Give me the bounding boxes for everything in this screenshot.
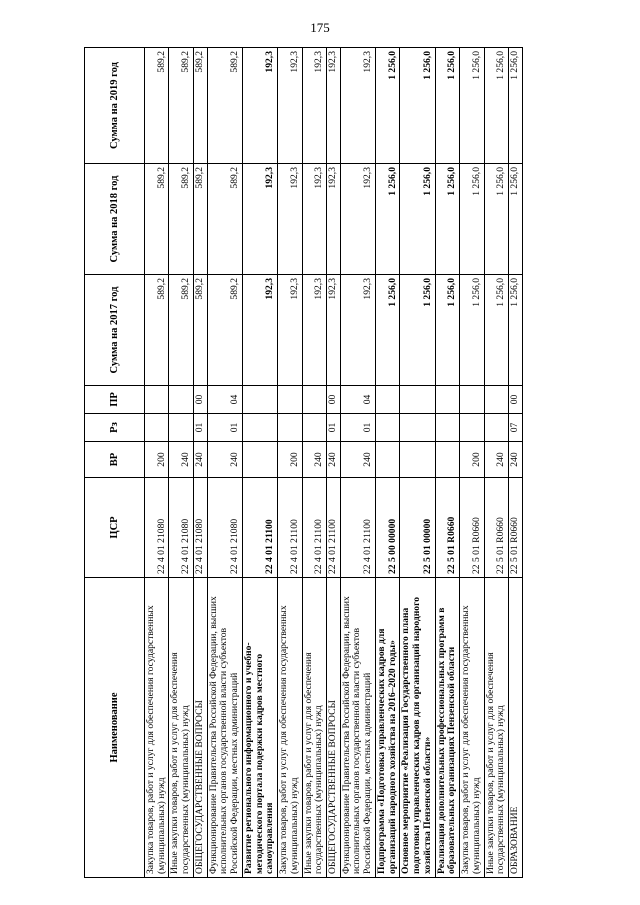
cell-2019: 192,3	[242, 48, 277, 164]
cell-rz: 01	[327, 414, 341, 442]
cell-2018: 1 256,0	[484, 164, 508, 275]
table-row	[460, 48, 484, 878]
cell-vr: 200	[460, 442, 484, 478]
cell-csr: 22 4 01 21080	[193, 478, 207, 578]
cell-2017: 1 256,0	[484, 275, 508, 386]
cell-pr	[302, 386, 326, 414]
cell-name: ОБРАЗОВАНИЕ	[509, 578, 523, 878]
cell-rz: 01	[207, 414, 242, 442]
cell-2019: 192,3	[327, 48, 341, 164]
cell-2018: 1 256,0	[509, 164, 523, 275]
cell-vr: 240	[302, 442, 326, 478]
cell-pr: 00	[327, 386, 341, 414]
cell-2019: 589,2	[145, 48, 169, 164]
cell-2017: 192,3	[327, 275, 341, 386]
cell-name: Подпрограмма «Подготовка управленческих кадров для организаций народного хозяйства на 2016–2020 годы»	[375, 578, 399, 878]
table-row	[278, 48, 302, 878]
cell-2018: 192,3	[302, 164, 326, 275]
cell-name: ОБЩЕГОСУДАРСТВЕННЫЕ ВОПРОСЫ	[327, 578, 341, 878]
cell-2018: 192,3	[340, 164, 375, 275]
cell-name: Иные закупки товаров, работ и услуг для обеспечения государственных (муниципальных) нужд	[169, 578, 193, 878]
table-row	[375, 48, 399, 878]
cell-2019: 192,3	[302, 48, 326, 164]
cell-rz	[169, 414, 193, 442]
cell-name: Иные закупки товаров, работ и услуг для обеспечения государственных (муниципальных) нужд	[302, 578, 326, 878]
cell-rz	[435, 414, 459, 442]
header-pr: ПР	[85, 386, 145, 414]
cell-csr: 22 5 00 00000	[375, 478, 399, 578]
cell-2018: 1 256,0	[435, 164, 459, 275]
cell-2018: 192,3	[278, 164, 302, 275]
header-2019: Сумма на 2019 год	[85, 48, 145, 164]
cell-2017: 589,2	[207, 275, 242, 386]
cell-2019: 1 256,0	[400, 48, 435, 164]
cell-csr: 22 4 01 21080	[169, 478, 193, 578]
header-vr: ВР	[85, 442, 145, 478]
cell-csr: 22 5 01 00000	[400, 478, 435, 578]
cell-pr	[460, 386, 484, 414]
cell-rz	[145, 414, 169, 442]
cell-vr: 200	[278, 442, 302, 478]
cell-2017: 1 256,0	[375, 275, 399, 386]
cell-vr: 240	[340, 442, 375, 478]
cell-vr: 240	[193, 442, 207, 478]
rotated-page-content	[84, 48, 584, 878]
cell-2017: 589,2	[145, 275, 169, 386]
cell-pr: 04	[207, 386, 242, 414]
cell-csr: 22 5 01 R0660	[509, 478, 523, 578]
cell-pr	[242, 386, 277, 414]
cell-2017: 589,2	[169, 275, 193, 386]
cell-vr: 240	[509, 442, 523, 478]
budget-table	[84, 47, 523, 878]
cell-name: ОБЩЕГОСУДАРСТВЕННЫЕ ВОПРОСЫ	[193, 578, 207, 878]
cell-2018: 589,2	[207, 164, 242, 275]
cell-2019: 1 256,0	[435, 48, 459, 164]
cell-csr: 22 4 01 21100	[302, 478, 326, 578]
cell-vr: 240	[327, 442, 341, 478]
cell-pr	[375, 386, 399, 414]
cell-rz: 07	[509, 414, 523, 442]
cell-2018: 192,3	[327, 164, 341, 275]
table-row	[302, 48, 326, 878]
page-number: 175	[310, 20, 330, 35]
cell-csr: 22 4 01 21100	[340, 478, 375, 578]
cell-pr	[484, 386, 508, 414]
table-row	[400, 48, 435, 878]
cell-2019: 1 256,0	[509, 48, 523, 164]
cell-pr	[278, 386, 302, 414]
cell-csr: 22 5 01 R0660	[435, 478, 459, 578]
cell-2017: 192,3	[302, 275, 326, 386]
cell-name: Основное мероприятие «Реализация Государственного плана подготовки управленческих кадров для организаций народного хозяйства Пензенской области»	[400, 578, 435, 878]
cell-2018: 1 256,0	[400, 164, 435, 275]
table-row	[509, 48, 523, 878]
cell-pr: 00	[193, 386, 207, 414]
table-row	[169, 48, 193, 878]
cell-vr	[435, 442, 459, 478]
cell-vr: 240	[484, 442, 508, 478]
cell-name: Закупка товаров, работ и услуг для обеспечения государственных (муниципальных) нужд	[278, 578, 302, 878]
table-row	[145, 48, 169, 878]
cell-name: Функционирование Правительства Российской Федерации, высших исполнительных органов государственной власти субъектов Российской Федерации, местных администраций	[207, 578, 242, 878]
table-body	[145, 48, 523, 878]
cell-csr: 22 4 01 21100	[327, 478, 341, 578]
cell-2017: 589,2	[193, 275, 207, 386]
cell-2019: 589,2	[169, 48, 193, 164]
cell-2019: 1 256,0	[375, 48, 399, 164]
table-row	[484, 48, 508, 878]
cell-pr: 04	[340, 386, 375, 414]
header-2017: Сумма на 2017 год	[85, 275, 145, 386]
cell-pr	[400, 386, 435, 414]
cell-pr: 00	[509, 386, 523, 414]
header-name: Наименование	[85, 578, 145, 878]
cell-vr	[375, 442, 399, 478]
header-rz: Рз	[85, 414, 145, 442]
cell-vr	[400, 442, 435, 478]
table-row	[435, 48, 459, 878]
header-2018: Сумма на 2018 год	[85, 164, 145, 275]
cell-csr: 22 5 01 R0660	[484, 478, 508, 578]
cell-rz: 01	[193, 414, 207, 442]
cell-2017: 192,3	[278, 275, 302, 386]
cell-2019: 192,3	[340, 48, 375, 164]
cell-name: Закупка товаров, работ и услуг для обеспечения государственных (муниципальных) нужд	[460, 578, 484, 878]
cell-2019: 589,2	[193, 48, 207, 164]
header-csr: ЦСР	[85, 478, 145, 578]
cell-2018: 1 256,0	[375, 164, 399, 275]
cell-2017: 1 256,0	[460, 275, 484, 386]
cell-csr: 22 4 01 21080	[207, 478, 242, 578]
cell-vr: 200	[145, 442, 169, 478]
cell-2019: 1 256,0	[460, 48, 484, 164]
cell-csr: 22 4 01 21080	[145, 478, 169, 578]
cell-rz	[400, 414, 435, 442]
cell-2017: 1 256,0	[435, 275, 459, 386]
cell-name: Развитие регионального информационного и учебно-методического портала подержки кадров местного самоуправления	[242, 578, 277, 878]
cell-vr	[242, 442, 277, 478]
cell-csr: 22 4 01 21100	[278, 478, 302, 578]
cell-name: Реализация дополнительных профессиональных программ в образовательных организациях Пензенской области	[435, 578, 459, 878]
rotated-table-area	[84, 48, 584, 878]
cell-2018: 589,2	[193, 164, 207, 275]
cell-2018: 192,3	[242, 164, 277, 275]
cell-2018: 589,2	[145, 164, 169, 275]
cell-csr: 22 5 01 R0660	[460, 478, 484, 578]
cell-2018: 589,2	[169, 164, 193, 275]
table-row	[242, 48, 277, 878]
cell-2019: 1 256,0	[484, 48, 508, 164]
cell-rz	[375, 414, 399, 442]
cell-2017: 1 256,0	[400, 275, 435, 386]
cell-rz	[302, 414, 326, 442]
table-row	[207, 48, 242, 878]
cell-rz	[278, 414, 302, 442]
cell-2019: 192,3	[278, 48, 302, 164]
cell-vr: 240	[169, 442, 193, 478]
table-header-row	[85, 48, 145, 878]
cell-2017: 192,3	[242, 275, 277, 386]
cell-name: Функционирование Правительства Российской Федерации, высших исполнительных органов государственной власти субъектов Российской Федерации, местных администраций	[340, 578, 375, 878]
cell-csr: 22 4 01 21100	[242, 478, 277, 578]
cell-name: Закупка товаров, работ и услуг для обеспечения государственных (муниципальных) нужд	[145, 578, 169, 878]
cell-2018: 1 256,0	[460, 164, 484, 275]
cell-pr	[435, 386, 459, 414]
cell-name: Иные закупки товаров, работ и услуг для обеспечения государственных (муниципальных) нужд	[484, 578, 508, 878]
table-row	[327, 48, 341, 878]
cell-pr	[169, 386, 193, 414]
cell-2019: 589,2	[207, 48, 242, 164]
cell-pr	[145, 386, 169, 414]
cell-vr: 240	[207, 442, 242, 478]
table-row	[193, 48, 207, 878]
cell-2017: 1 256,0	[509, 275, 523, 386]
table-row	[340, 48, 375, 878]
cell-rz	[460, 414, 484, 442]
cell-rz	[242, 414, 277, 442]
cell-rz	[484, 414, 508, 442]
cell-rz: 01	[340, 414, 375, 442]
cell-2017: 192,3	[340, 275, 375, 386]
